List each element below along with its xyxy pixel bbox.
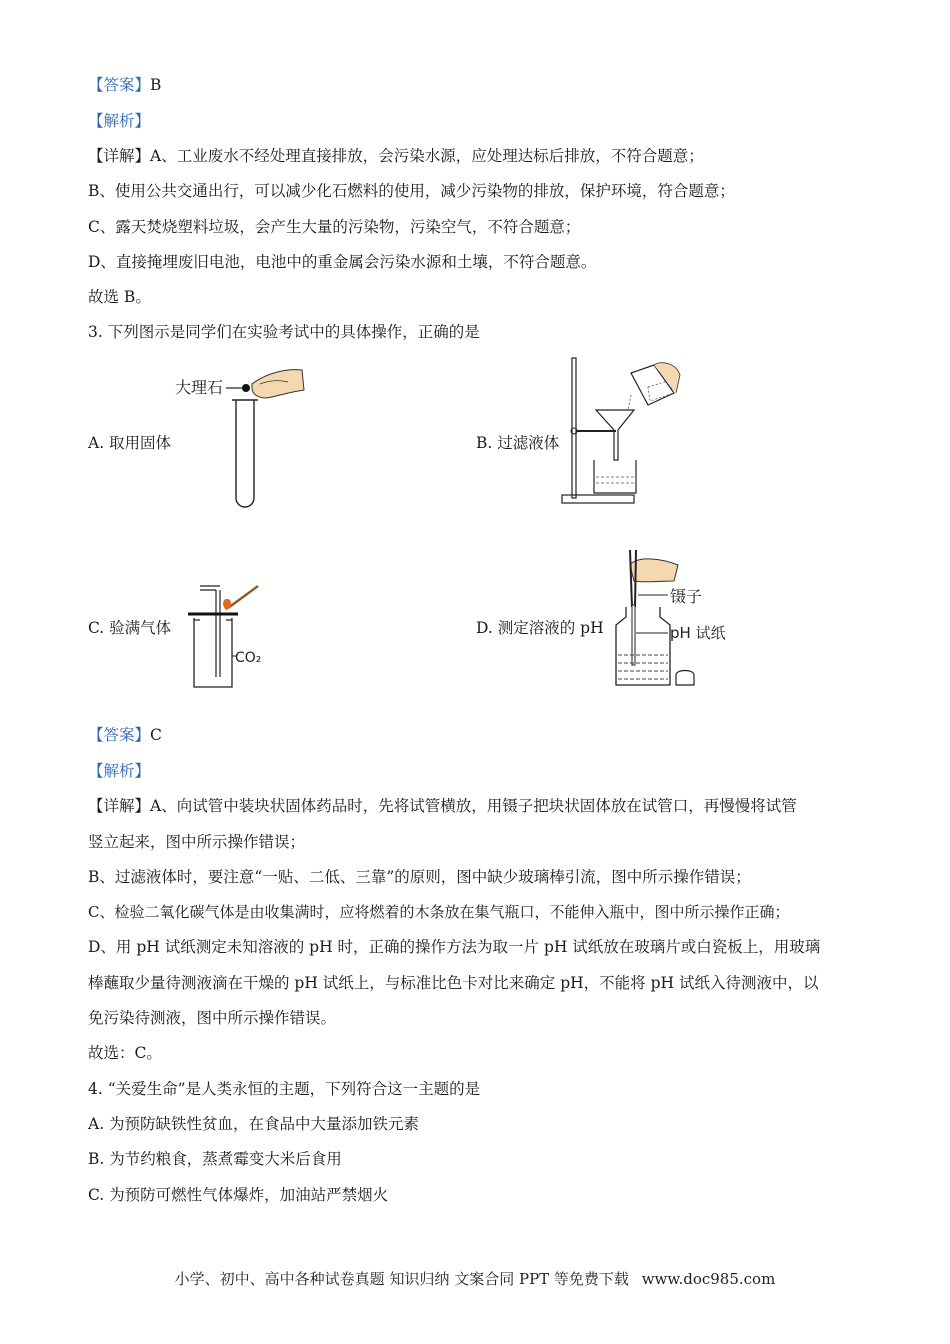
ph-paper-strip [632,605,635,665]
detail-tag: 【详解】 [88,147,151,165]
option-d-label: D. 测定溶液的 pH [476,619,604,637]
explanation-line: C、露天焚烧塑料垃圾，会产生大量的污染物，污染空气，不符合题意； [88,218,581,236]
figure-b-filtration [536,355,686,510]
detail-text: A、向试管中装块状固体药品时，先将试管横放，用镊子把块状固体放在试管口，再慢慢将试管 [150,797,797,815]
delivery-tube [216,590,220,677]
option-a-label: A. 取用固体 [88,434,172,452]
hand-icon [252,370,304,398]
question-4-stem: 4. “关爱生命”是人类永恒的主题，下列符合这一主题的是 [88,1080,481,1098]
detail-line [88,145,704,167]
explanation-line: B、使用公共交通出行，可以减少化石燃料的使用，减少污染物的排放，保护环境，符合题意； [88,182,735,200]
answer-tag: 【答案】 [88,76,151,94]
explanation-line: 棒蘸取少量待测液滴在干燥的 pH 试纸上，与标准比色卡对比来确定 pH，不能将 pH 试纸入待测液中，以 [88,974,819,992]
answer-line-1 [88,74,161,96]
ph-paper-label: pH 试纸 [670,624,726,642]
reagent-bottle-icon [616,607,670,685]
option-b-label: B. 过滤液体 [476,434,560,452]
footer-text: 小学、初中、高中各种试卷真题 知识归纳 文案合同 PPT 等免费下载 [174,1270,629,1288]
co2-label: CO₂ [235,650,262,666]
question-4-option-c: C. 为预防可燃性气体爆炸，加油站严禁烟火 [88,1186,389,1204]
analysis-tag: 【解析】 [88,112,151,130]
answer-tag: 【答案】 [88,726,151,744]
bottle-stopper-icon [676,671,694,686]
option-c-label: C. 验满气体 [88,619,172,637]
explanation-line: D、用 pH 试纸测定未知溶液的 pH 时，正确的操作方法为取一片 pH 试纸放在玻璃片或白瓷板上，用玻璃 [88,938,821,956]
detail-text: A、工业废水不经处理直接排放，会污染水源，应处理达标后排放，不符合题意； [150,147,704,165]
marble-icon [242,384,250,392]
flame-icon [223,599,231,610]
explanation-line: 免污染待测液，图中所示操作错误。 [88,1009,337,1027]
test-tube-icon [236,400,254,507]
funnel-icon [596,410,634,460]
explanation-line: D、直接掩埋废旧电池，电池中的重金属会污染水源和土壤，不符合题意。 [88,253,597,271]
gas-bottle-icon [194,618,232,687]
question-4-option-a: A. 为预防缺铁性贫血，在食品中大量添加铁元素 [88,1115,420,1133]
detail-line [88,795,797,817]
explanation-line: 竖立起来，图中所示操作错误； [88,833,306,851]
hand-icon [630,559,678,582]
answer-value: C [150,726,162,744]
page-footer [0,1268,950,1289]
figure-d-ph-test [608,545,748,695]
beaker-icon [594,460,636,493]
iron-stand-base [562,495,634,503]
figure-a-test-tube [170,360,310,510]
marble-label: 大理石 [175,378,224,397]
figure-c-gas-bottle [180,582,280,697]
tweezers-icon [630,550,632,607]
tweezers-label: 镊子 [670,587,703,606]
footer-url[interactable]: www.doc985.com [641,1270,776,1288]
explanation-line: B、过滤液体时，要注意“一贴、二低、三靠”的原则，图中缺少玻璃棒引流，图中所示操作错误； [88,868,751,886]
detail-tag: 【详解】 [88,797,151,815]
conclusion-line: 故选：C。 [88,1044,162,1062]
question-4-option-b: B. 为节约粮食，蒸煮霉变大米后食用 [88,1150,342,1168]
explanation-line: C、检验二氧化碳气体是由收集满时，应将燃着的木条放在集气瓶口，不能伸入瓶中，图中所示操作正确； [88,903,790,921]
conclusion-line: 故选 B。 [88,288,151,306]
analysis-tag: 【解析】 [88,762,151,780]
question-3-stem: 3. 下列图示是同学们在实验考试中的具体操作，正确的是 [88,323,480,341]
answer-value: B [150,76,162,94]
wooden-stick-icon [228,586,258,608]
answer-line-2 [88,724,162,746]
